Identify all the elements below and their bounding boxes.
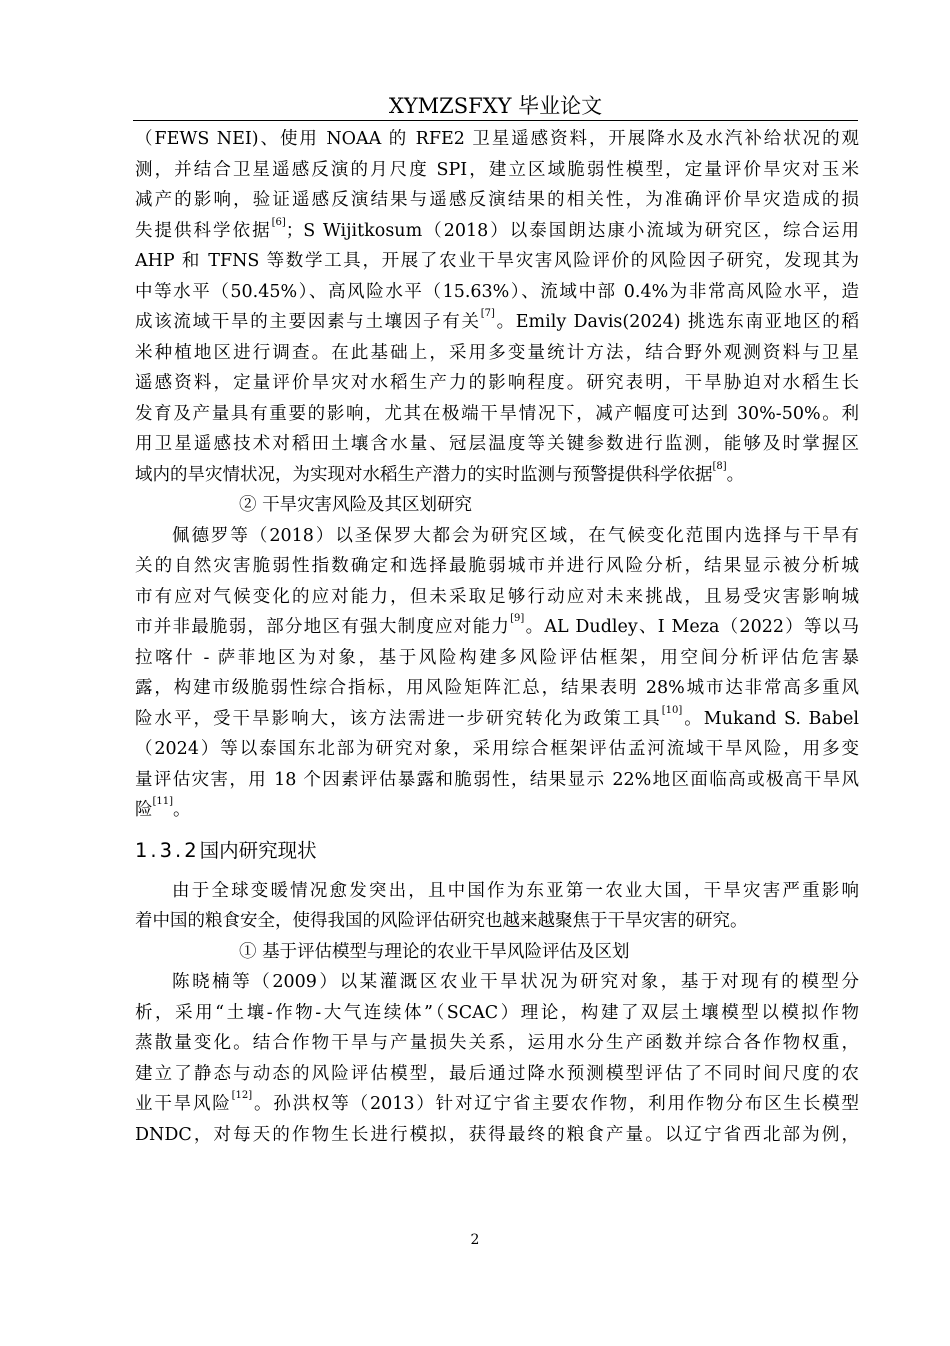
paragraph-line: 拉喀什 - 萨菲地区为对象，基于风险构建多风险评估框架，用空间分析评估危害暴: [135, 647, 859, 668]
paragraph-line: 市有应对气候变化的应对能力，但未采取足够行动应对未来挑战，且易受灾害影响城: [135, 586, 859, 607]
citation-ref: [7]: [480, 308, 495, 319]
paragraph-line: 着中国的粮食安全，使得我国的风险评估研究也越来越聚焦于干旱灾害的研究。: [135, 911, 748, 931]
paragraph-line: 建立了静态与动态的风险评估模型，最后通过降水预测模型评估了不同时间尺度的农: [135, 1063, 859, 1084]
header-rule: [133, 120, 858, 121]
page-header-title: XYMZSFXY 毕业论文: [388, 94, 603, 118]
paragraph-line: DNDC，对每天的作物生长进行模拟，获得最终的粮食产量。以辽宁省西北部为例，: [135, 1124, 859, 1145]
paragraph-line: AHP 和 TFNS 等数学工具，开展了农业干旱灾害风险评价的风险因子研究，发现其为: [135, 251, 859, 271]
paragraph-line: 用卫星遥感技术对稻田土壤含水量、冠层温度等关键参数进行监测，能够及时掌握区: [135, 434, 859, 454]
paragraph-line: 量评估灾害，用 18 个因素评估暴露和脆弱性，结果显示 22%地区面临高或极高干旱风: [135, 769, 859, 790]
paragraph-line: 失提供科学依据[6]；S Wijitkosum（2018）以泰国朗达康小流域为研究区，综合运用: [135, 216, 860, 241]
paragraph-line: 业干旱风险[12]。孙洪权等（2013）针对辽宁省主要农作物，利用作物分布区生长模型: [135, 1090, 859, 1114]
page-number: 2: [470, 1232, 480, 1248]
citation-ref: [8]: [712, 460, 727, 472]
paragraph-line: 露，构建市级脆弱性综合指标，用风险矩阵汇总，结果表明 28%城市达非常高多重风: [135, 678, 859, 698]
paragraph-line: 险[11]。: [135, 796, 191, 820]
paragraph-line: 米种植地区进行调查。在此基础上，采用多变量统计方法，结合野外观测资料与卫星: [135, 342, 859, 363]
paragraph-line: 遥感资料，定量评价旱灾对水稻生产力的影响程度。研究表明，干旱胁迫对水稻生长: [135, 373, 859, 393]
paragraph-line: 蒸散量变化。结合作物干旱与产量损失关系，运用水分生产函数并综合各作物权重，: [135, 1033, 859, 1053]
citation-ref: [12]: [231, 1090, 253, 1101]
paragraph-line: 中等水平（50.45%）、高风险水平（15.63%）、流域中部 0.4%为非常高风险水平，造: [135, 281, 859, 302]
paragraph-line: 析，采用“土壤-作物-大气连续体”（SCAC）理论，构建了双层土壤模型以模拟作物: [135, 1002, 859, 1023]
paragraph-line: 佩德罗等（2018）以圣保罗大都会为研究区域，在气候变化范围内选择与干旱有: [172, 525, 859, 546]
section-heading: 1.3.2国内研究现状: [135, 838, 317, 862]
paragraph-line: 险水平，受干旱影响大，该方法需进一步研究转化为政策工具[10]。Mukand S. Babel: [135, 704, 860, 729]
paragraph-line: （2024）等以泰国东北部为研究对象，采用综合框架评估孟河流域干旱风险，用多变: [135, 739, 859, 759]
citation-ref: [6]: [271, 216, 286, 228]
paragraph-line: 关的自然灾害脆弱性指数确定和选择最脆弱城市并进行风险分析，结果显示被分析城: [135, 556, 859, 576]
paragraph-line: 发育及产量具有重要的影响，尤其在极端干旱情况下，减产幅度可达到 30%-50%。利: [135, 403, 859, 424]
paragraph-line: （FEWS NEI)、使用 NOAA 的 RFE2 卫星遥感资料，开展降水及水汽补给状况的观: [135, 129, 859, 149]
paragraph-line: 测，并结合卫星遥感反演的月尺度 SPI，建立区域脆弱性模型，定量评价旱灾对玉米: [135, 159, 859, 180]
paragraph-line: 域内的旱灾情状况，为实现对水稻生产潜力的实时监测与预警提供科学依据[8]。: [135, 460, 745, 485]
paragraph-line: 市并非最脆弱，部分地区有强大制度应对能力[9]。AL Dudley、I Meza（2022）等以马: [135, 613, 859, 637]
paragraph-line: 成该流域干旱的主要因素与土壤因子有关[7]。Emily Davis(2024) 挑选东南亚地区的稻: [135, 308, 860, 332]
sub-heading: ① 基于评估模型与理论的农业干旱风险评估及区划: [239, 941, 630, 962]
paragraph-line: 陈晓楠等（2009）以某灌溉区农业干旱状况为研究对象，基于对现有的模型分: [172, 972, 859, 992]
citation-ref: [11]: [152, 796, 174, 807]
citation-ref: [10]: [661, 704, 683, 716]
document-body: [135, 124, 859, 1150]
paragraph-line: 减产的影响，验证遥感反演结果与遥感反演结果的相关性，为准确评价旱灾造成的损: [135, 190, 859, 210]
sub-heading: ② 干旱灾害风险及其区划研究: [239, 495, 473, 515]
citation-ref: [9]: [510, 613, 525, 624]
paragraph-line: 由于全球变暖情况愈发突出，且中国作为东亚第一农业大国，干旱灾害严重影响: [172, 880, 859, 901]
